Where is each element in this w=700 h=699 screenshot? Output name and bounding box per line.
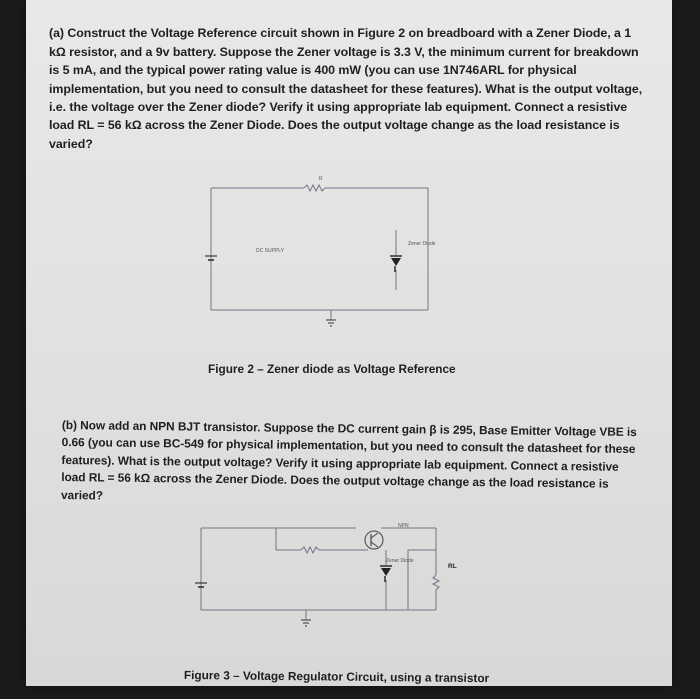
- zener-label: Zener Diode: [408, 241, 436, 247]
- load-label: RL: [448, 563, 457, 570]
- resistor-symbol: [301, 547, 319, 553]
- load-resistor-symbol: [433, 575, 439, 590]
- figure-3-caption: Figure 3 – Voltage Regulator Circuit, using a transistor: [183, 667, 490, 685]
- npn-transistor-symbol: [365, 531, 383, 549]
- zener-label: Zener Diode: [386, 558, 414, 564]
- resistor-label: R: [319, 176, 323, 182]
- zener-diode-symbol: [390, 256, 402, 272]
- figure-3-circuit: [186, 520, 456, 640]
- document-page: [26, 0, 672, 686]
- transistor-label: NPN: [398, 523, 409, 529]
- supply-label: DC SUPPLY: [256, 248, 284, 254]
- part-b-question: (b) Now add an NPN BJT transistor. Suppose the DC current gain β is 295, Base Emitter Voltage VBE is 0.66 (you can use BC-549 for physical implementation, but you need to consult the datasheet for these features). What is the output voltage? Verify it using appropriate lab equipment. Connect a resistive load RL = 56 kΩ across the Zener Diode. Does the output voltage change as the load resistance is varied?: [60, 417, 637, 503]
- ground-symbol: [326, 320, 336, 326]
- figure-2-circuit: [196, 170, 446, 340]
- ground-symbol: [301, 620, 311, 626]
- zener-diode-symbol: [380, 566, 392, 582]
- part-a-question: (a) Construct the Voltage Reference circuit shown in Figure 2 on breadboard with a Zener Diode, a 1 kΩ resistor, and a 9v battery. Suppose the Zener voltage is 3.3 V, the minimum current for breakdown is 5 mA, and the typical power rating value is 400 mW (you can use 1N746ARL for physical implementation, but you need to consult the datasheet for these features). What is the output voltage, i.e. the voltage over the Zener diode? Verify it using appropriate lab equipment. Connect a resistive load RL = 56 kΩ across the Zener Diode. Does the output voltage change as the load resistance is varied?: [49, 26, 643, 151]
- resistor-symbol: [304, 185, 325, 191]
- figure-2-caption: Figure 2 – Zener diode as Voltage Reference: [208, 361, 456, 376]
